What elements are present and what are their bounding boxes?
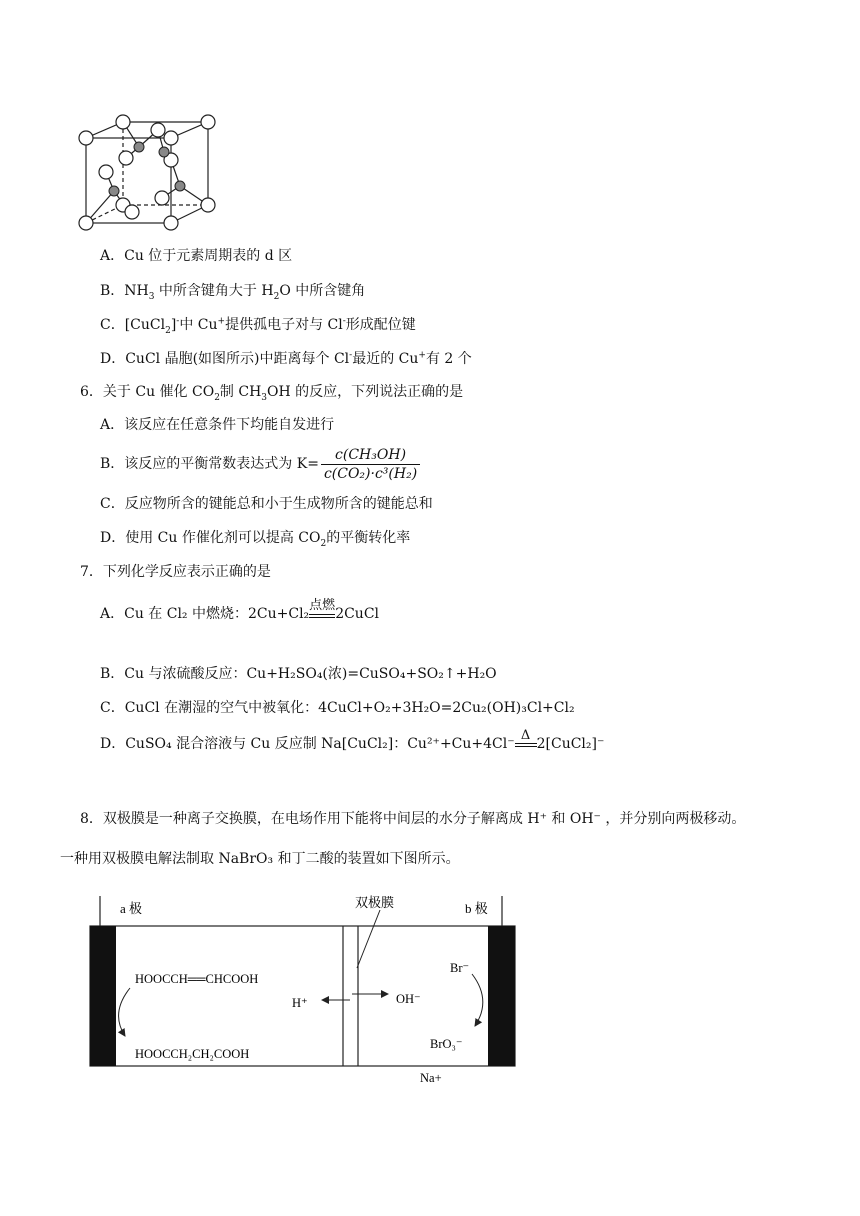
q5-option-d: D．CuCl 晶胞(如图所示)中距离每个 Cl-最近的 Cu+有 2 个 <box>100 350 472 367</box>
q6-option-a: A．该反应在任意条件下均能自发进行 <box>100 417 335 433</box>
cucl-crystal-cell-figure <box>76 108 226 234</box>
reaction-condition-ignite: 点燃 <box>309 598 335 624</box>
na-ion-label: Na+ <box>420 1071 442 1085</box>
q6-option-b: B．该反应的平衡常数表达式为 K= $\frac{\text{c(CH₃OH)}}{\text{c(CO₂)·c³(H₂)}}$ <box>100 444 420 484</box>
bro3-ion-label: BrO₃⁻ <box>430 1037 463 1051</box>
electrode-b-label: b 极 <box>465 901 488 916</box>
q7-stem: 7．下列化学反应表示正确的是 <box>80 564 271 580</box>
q5-option-b: B．$NH_3$ 中所含键角大于 $H_2O$ 中所含键角 <box>100 283 366 302</box>
membrane-label: 双极膜 <box>355 895 395 910</box>
q8-stem-line2: 一种用双极膜电解法制取 NaBrO₃ 和丁二酸的装置如下图所示。 <box>60 851 460 867</box>
bipolar-membrane-electrolysis-diagram <box>80 888 530 1085</box>
q6-option-d: D．使用 Cu 作催化剂可以提高 $CO_2$的平衡转化率 <box>100 530 411 549</box>
equilibrium-constant-fraction: $\frac{\text{c(CH₃OH)}}{\text{c(CO₂)·c³(H₂)}}$ <box>321 446 420 483</box>
electrode-b <box>488 926 515 1066</box>
oh-ion-label: OH⁻ <box>396 992 421 1006</box>
h-ion-label: H⁺ <box>292 996 308 1010</box>
q7-option-b: B．Cu 与浓硫酸反应：Cu+H₂SO₄(浓)=CuSO₄+SO₂↑+H₂O <box>100 666 497 682</box>
q6-option-c: C．反应物所含的键能总和小于生成物所含的键能总和 <box>100 496 433 512</box>
q7-option-d: D．CuSO₄ 混合溶液与 Cu 反应制 Na[CuCl₂]：Cu²⁺+Cu+4Cl⁻ Δ 2[CuCl₂]⁻ <box>100 728 605 752</box>
q7-option-a: A．Cu 在 Cl₂ 中燃烧：2Cu+Cl₂ 点燃 2CuCl <box>100 598 380 622</box>
q5-option-c: C．[CuCl$_2$]-中 Cu+提供孤电子对与 Cl-形成配位键 <box>100 316 416 336</box>
br-ion-label: Br⁻ <box>450 961 470 975</box>
product-succinic-acid: HOOCCH₂CH₂COOH <box>135 1047 250 1061</box>
q8-stem-line1: 8．双极膜是一种离子交换膜，在电场作用下能将中间层的水分子解离成 H⁺ 和 OH⁻ ，并分别向两极移动。 <box>80 811 746 827</box>
q6-stem: 6．关于 Cu 催化 $CO_2$制 $CH_3OH$ 的反应，下列说法正确的是 <box>80 384 464 403</box>
q5-option-a: A．Cu 位于元素周期表的 d 区 <box>100 248 293 264</box>
electrode-a <box>90 926 116 1066</box>
reactant-fumaric-acid: HOOCCH══CHCOOH <box>135 972 259 986</box>
electrode-a-label: a 极 <box>120 901 143 916</box>
q7-option-c: C．CuCl 在潮湿的空气中被氧化：4CuCl+O₂+3H₂O=2Cu₂(OH)₃Cl+Cl₂ <box>100 700 575 716</box>
reaction-condition-heat: Δ <box>515 728 537 754</box>
